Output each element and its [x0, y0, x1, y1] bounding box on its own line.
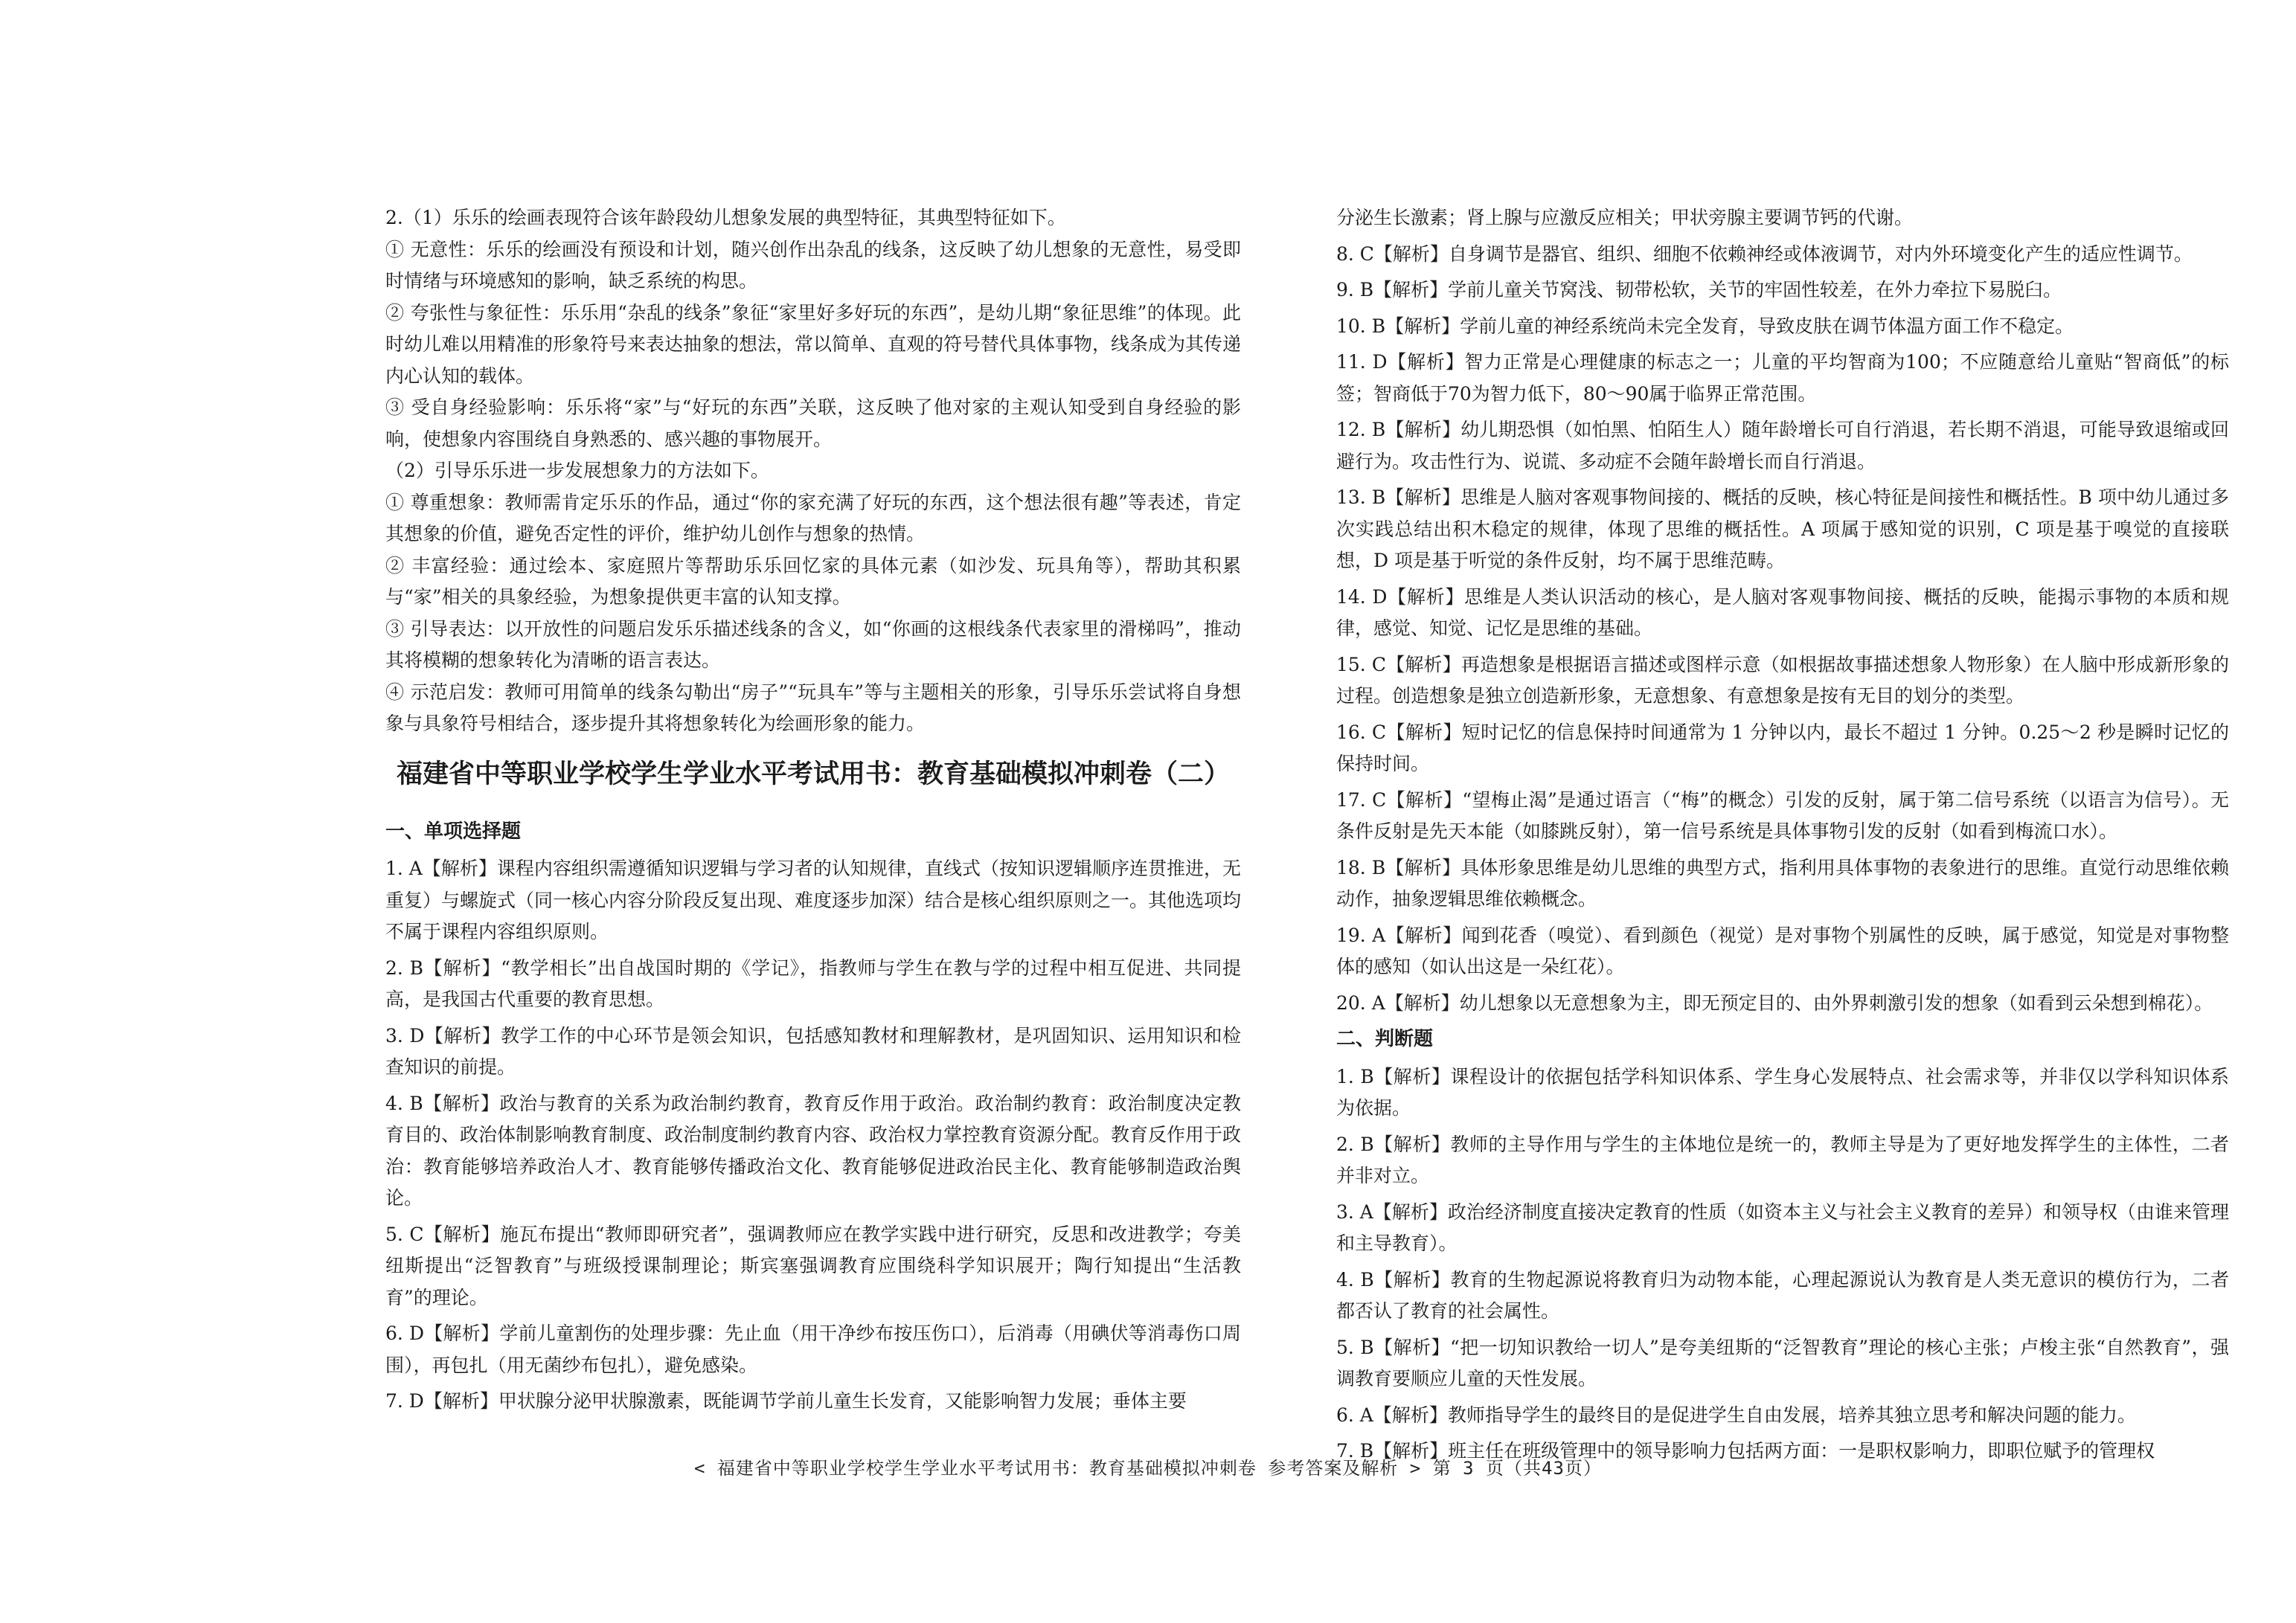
paragraph: ① 尊重想象：教师需肯定乐乐的作品，通过“你的家充满了好玩的东西，这个想法很有趣”等表述，肯定其想象的价值，避免否定性的评价，维护幼儿创作与想象的热情。 [385, 491, 1241, 544]
paragraph: ③ 受自身经验影响：乐乐将“家”与“好玩的东西”关联，这反映了他对家的主观认知受到自身经验的影响，使想象内容围绕自身熟悉的、感兴趣的事物展开。 [385, 396, 1241, 450]
right-paragraphs-top [1336, 202, 2229, 1019]
answer-explanation: 4. B【解析】政治与教育的关系为政治制约教育，教育反作用于政治。政治制约教育：政治制度决定教育目的、政治体制影响教育制度、政治制度制约教育内容、政治权力掌控教育资源分配。教育反作用于政治：教育能够培养政治人才、教育能够传播政治文化、教育能够促进政治民主化、教育能够制造政治舆论。 [385, 1092, 1242, 1209]
paragraph: （2）引导乐乐进一步发展想象力的方法如下。 [385, 460, 769, 481]
answer-explanation: 16. C【解析】短时记忆的信息保持时间通常为 1 分钟以内，最长不超过 1 分钟。0.25～2 秒是瞬时记忆的保持时间。 [1336, 721, 2229, 774]
answer-explanation: 2. B【解析】教师的主导作用与学生的主体地位是统一的，教师主导是为了更好地发挥学生的主体性，二者并非对立。 [1336, 1133, 2229, 1186]
answer-explanation: 11. D【解析】智力正常是心理健康的标志之一；儿童的平均智商为100；不应随意给儿童贴“智商低”的标签；智商低于70为智力低下，80～90属于临界正常范围。 [1336, 351, 2229, 405]
right-column [1336, 202, 2229, 1468]
paragraph: 2.（1）乐乐的绘画表现符合该年龄段幼儿想象发展的典型特征，其典型特征如下。 [385, 207, 1066, 228]
answer-explanation: 14. D【解析】思维是人类认识活动的核心，是人脑对客观事物间接、概括的反映，能揭示事物的本质和规律，感觉、知觉、记忆是思维的基础。 [1336, 585, 2229, 639]
answer-explanation: 7. B【解析】班主任在班级管理中的领导影响力包括两方面：一是职权影响力，即职位赋予的管理权 [1336, 1440, 2155, 1462]
answer-explanation: 3. D【解析】教学工作的中心环节是领会知识，包括感知教材和理解教材，是巩固知识、运用知识和检查知识的前提。 [385, 1024, 1241, 1078]
answer-explanation: 12. B【解析】幼儿期恐惧（如怕黑、怕陌生人）随年龄增长可自行消退，若长期不消退，可能导致退缩或回避行为。攻击性行为、说谎、多动症不会随年龄增长而自行消退。 [1336, 419, 2229, 472]
answer-explanation: 19. A【解析】闻到花香（嗅觉）、看到颜色（视觉）是对事物个别属性的反映，属于感觉，知觉是对事物整体的感知（如认出这是一朵红花）。 [1336, 924, 2229, 977]
section-heading-true-false: 二、判断题 [1336, 1028, 1434, 1050]
answer-explanation: 2. B【解析】“教学相长”出自战国时期的《学记》，指教师与学生在教与学的过程中相互促进、共同提高，是我国古代重要的教育思想。 [385, 957, 1241, 1010]
answer-explanation: 6. A【解析】教师指导学生的最终目的是促进学生自由发展，培养其独立思考和解决问题的能力。 [1336, 1404, 2136, 1426]
answer-explanation: 17. C【解析】“望梅止渴”是通过语言（“梅”的概念）引发的反射，属于第二信号系统（以语言为信号）。无条件反射是先天本能（如膝跳反射），第一信号系统是具体事物引发的反射（如看到梅流口水）。 [1336, 788, 2229, 842]
answer-explanation: 6. D【解析】学前儿童割伤的处理步骤：先止血（用干净纱布按压伤口），后消毒（用碘伏等消毒伤口周围），再包扎（用无菌纱布包扎），避免感染。 [385, 1322, 1241, 1376]
answer-explanation: 13. B【解析】思维是人脑对客观事物间接的、概括的反映，核心特征是间接性和概括性。B 项中幼儿通过多次实践总结出积木稳定的规律，体现了思维的概括性。A 项属于感知觉的识别，C 项是基于嗅觉的直接联想，D 项是基于听觉的条件反射，均不属于思维范畴。 [1336, 486, 2229, 571]
paragraph: ① 无意性：乐乐的绘画没有预设和计划，随兴创作出杂乱的线条，这反映了幼儿想象的无意性，易受即时情绪与环境感知的影响，缺乏系统的构思。 [385, 238, 1241, 292]
paragraph: ② 夸张性与象征性：乐乐用“杂乱的线条”象征“家里好多好玩的东西”，是幼儿期“象征思维”的体现。此时幼儿难以用精准的形象符号来表达抽象的想法，常以简单、直观的符号替代具体事物，线条成为其传递内心认知的载体。 [385, 301, 1242, 387]
answer-explanation: 9. B【解析】学前儿童关节窝浅、韧带松软，关节的牢固性较差，在外力牵拉下易脱臼。 [1336, 279, 2062, 301]
left-column [385, 202, 1241, 1418]
answer-explanation: 1. A【解析】课程内容组织需遵循知识逻辑与学习者的认知规律，直线式（按知识逻辑顺序连贯推进，无重复）与螺旋式（同一核心内容分阶段反复出现、难度逐步加深）结合是核心组织原则之一。其他选项均不属于课程内容组织原则。 [385, 858, 1242, 942]
answer-explanation: 3. A【解析】政治经济制度直接决定教育的性质（如资本主义与社会主义教育的差异）和领导权（由谁来管理和主导教育）。 [1336, 1201, 2229, 1254]
paragraph: ④ 示范启发：教师可用简单的线条勾勒出“房子”“玩具车”等与主题相关的形象，引导乐乐尝试将自身想象与具象符号相结合，逐步提升其将想象转化为绘画形象的能力。 [385, 681, 1241, 734]
paragraph: ③ 引导表达：以开放性的问题启发乐乐描述线条的含义，如“你画的这根线条代表家里的滑梯吗”，推动其将模糊的想象转化为清晰的语言表达。 [385, 617, 1241, 671]
answer-explanation: 18. B【解析】具体形象思维是幼儿思维的典型方式，指利用具体事物的表象进行的思维。直觉行动思维依赖动作，抽象逻辑思维依赖概念。 [1336, 856, 2229, 910]
section-heading-single-choice: 一、单项选择题 [385, 820, 522, 843]
answer-explanation: 1. B【解析】课程设计的依据包括学科知识体系、学生身心发展特点、社会需求等，并非仅以学科知识体系为依据。 [1336, 1065, 2229, 1119]
right-paragraphs-bottom [1336, 1061, 2229, 1468]
left-paragraphs-before [385, 202, 1241, 740]
answer-explanation: 15. C【解析】再造想象是根据语言描述或图样示意（如根据故事描述想象人物形象）在人脑中形成新形象的过程。创造想象是独立创造新形象，无意想象、有意想象是按有无目的划分的类型。 [1336, 653, 2229, 707]
left-paragraphs-after [385, 853, 1241, 1418]
page-footer: < 福建省中等职业学校学生学业水平考试用书：教育基础模拟冲刺卷 参考答案及解析 > 第 3 页（共43页） [694, 1458, 1602, 1479]
answer-explanation: 4. B【解析】教育的生物起源说将教育归为动物本能，心理起源说认为教育是人类无意识的模仿行为，二者都否认了教育的社会属性。 [1336, 1268, 2229, 1322]
answer-explanation: 7. D【解析】甲状腺分泌甲状腺激素，既能调节学前儿童生长发育，又能影响智力发展；垂体主要 [385, 1390, 1187, 1412]
answer-explanation: 分泌生长激素；肾上腺与应激反应相关；甲状旁腺主要调节钙的代谢。 [1336, 207, 1914, 228]
answer-explanation: 8. C【解析】自身调节是器官、组织、细胞不依赖神经或体液调节，对内外环境变化产生的适应性调节。 [1336, 242, 2193, 265]
answer-explanation: 20. A【解析】幼儿想象以无意想象为主，即无预定目的、由外界刺激引发的想象（如看到云朵想到棉花）。 [1336, 992, 2213, 1014]
answer-explanation: 10. B【解析】学前儿童的神经系统尚未完全发育，导致皮肤在调节体温方面工作不稳定。 [1336, 315, 2074, 337]
exam-title: 福建省中等职业学校学生学业水平考试用书：教育基础模拟冲刺卷（二） [396, 759, 1230, 789]
answer-explanation: 5. C【解析】施瓦布提出“教师即研究者”，强调教师应在教学实践中进行研究，反思和改进教学；夸美纽斯提出“泛智教育”与班级授课制理论；斯宾塞强调教育应围绕科学知识展开；陶行知提出“生活教育”的理论。 [385, 1223, 1241, 1308]
answer-explanation: 5. B【解析】“把一切知识教给一切人”是夸美纽斯的“泛智教育”理论的核心主张；卢梭主张“自然教育”，强调教育要顺应儿童的天性发展。 [1336, 1336, 2229, 1389]
paragraph: ② 丰富经验：通过绘本、家庭照片等帮助乐乐回忆家的具体元素（如沙发、玩具角等），帮助其积累与“家”相关的具象经验，为想象提供更丰富的认知支撑。 [385, 554, 1241, 608]
